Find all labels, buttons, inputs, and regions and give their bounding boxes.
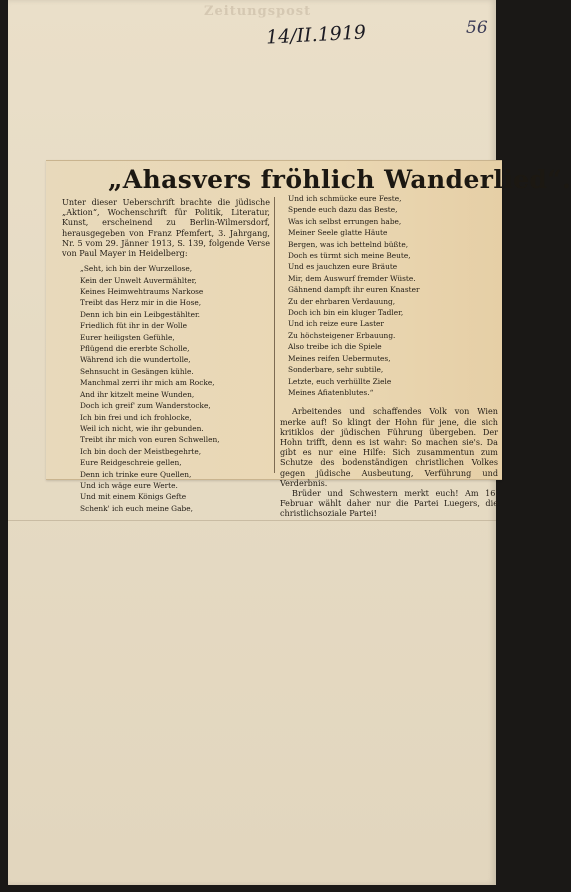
verse-line: Treibt ihr mich von euren Schwellen, [80,435,220,445]
archive-sheet [8,0,571,885]
verse-line: Zu der ehrbaren Verdauung, [288,296,396,306]
verse-line: Pflügend die ererbte Scholle, [80,344,190,354]
verse-line: Meiner Seele glatte Häute [288,228,388,238]
verse-line: Und es jauchzen eure Bräute [288,262,398,272]
verse-line: Meines Afiatenblutes.“ [288,387,374,397]
verse-line: Keines Heimwehtraums Narkose [80,287,204,297]
paper-fold-line [8,520,496,521]
verse-line: Weil ich nicht, wie ihr gebunden. [80,423,204,433]
verse-line: Gähnend dampft ihr euren Knaster [288,285,420,295]
verse-line: Bergen, was ich bettelnd büßte, [288,239,409,249]
column-divider [274,197,275,473]
handwritten-page-number: 56 [466,18,488,38]
verse-line: Meines reifen Uebermutes, [288,353,391,363]
commentary-paragraph: Arbeitendes und schaffendes Volk von Wien merke auf! So klingt der Hohn für jene, die sich kritiklos der jüdischen Führung übergeben. Der Hohn trifft, denn es ist wahr: So machen sie's. Da gibt es nur eine Hilfe: Sich zusammentun zum Schutze des bodenständigen christlichen Volkes gegen jüdische Ausbeutung, Verführung und Verderbnis. [280,406,498,488]
verse-line: Doch ich bin ein kluger Tadler, [288,308,404,318]
right-column [280,193,498,519]
newspaper-clipping [46,160,571,519]
verse-line: Also treibe ich die Spiele [288,342,382,352]
verse-line: Doch es türmt sich meine Beute, [288,251,411,261]
intro-paragraph: Unter dieser Ueberschrift brachte die jüdische „Aktion“, Wochenschrift für Politik, Literatur, Kunst, erscheinend zu Berlin-Wilmersdorf, herausgegeben von Franz Pfemfert, 3. Jahrgang, Nr. 5 vom 29. Jänner 1913, S. 139, folgende Verse von Paul Mayer in Heidelberg: [62,197,270,259]
verse-line: Eure Reidgeschreie gellen, [80,458,182,468]
verse-line: Schenk' ich euch meine Gabe, [80,503,193,513]
verse-line: Und ich wäge eure Werte. [80,480,178,490]
verse-line: Treibt das Herz mir in die Hose, [80,298,202,308]
verse-line: Und ich schmücke eure Feste, [288,194,402,203]
verse-line: Letzte, euch verhüllte Ziele [288,376,392,386]
clipping-title: „Ahasvers fröhlich Wanderlied“. [108,165,571,194]
verse-line: Und ich reize eure Laster [288,319,384,329]
verse-line: „Seht, ich bin der Wurzellose, [80,264,193,274]
verse-line: Manchmal zerri ihr mich am Rocke, [80,378,215,388]
verse-line: Spende euch dazu das Beste, [288,205,398,215]
verse-line: Doch ich greif' zum Wanderstocke, [80,401,211,411]
verse-line: Und mit einem Königs Gefte [80,492,187,502]
handwritten-date: 14/II.1919 [265,21,367,49]
verse-line: Zu höchsteigener Erbauung. [288,330,396,340]
verse-line: Sehnsucht in Gesängen kühle. [80,366,194,376]
verse-line: Sonderbare, sehr subtile, [288,365,384,375]
verse-line: Während ich die wundertolle, [80,355,191,365]
verse-line: Kein der Unwelt Auvermählter, [80,275,197,285]
verse-line: Friedlich füt ihr in der Wolle [80,321,188,331]
left-column [62,197,270,514]
verse-line: Mir, dem Auswurf fremder Wüste. [288,273,416,283]
closing-appeal: Brüder und Schwestern merkt euch! Am 16. Februar wählt daher nur die Partei Luegers, die christlichsoziale Partei! [280,487,498,519]
verse-line: Ich bin doch der Meistbegehrte, [80,446,202,456]
verse-block-right [280,193,498,398]
verse-line: Was ich selbst errungen habe, [288,216,402,226]
verse-line: Denn ich bin ein Leibgestählter. [80,309,201,319]
verse-line: Eurer heiligsten Gefühle, [80,332,175,342]
faded-stamp: Zeitungspost [204,4,312,19]
verse-line: Denn ich trinke eure Quellen, [80,469,192,479]
verse-line: And ihr kitzelt meine Wunden, [80,389,195,399]
verse-line: Ich bin frei und ich frohlocke, [80,412,192,422]
verse-block-left [62,263,270,514]
